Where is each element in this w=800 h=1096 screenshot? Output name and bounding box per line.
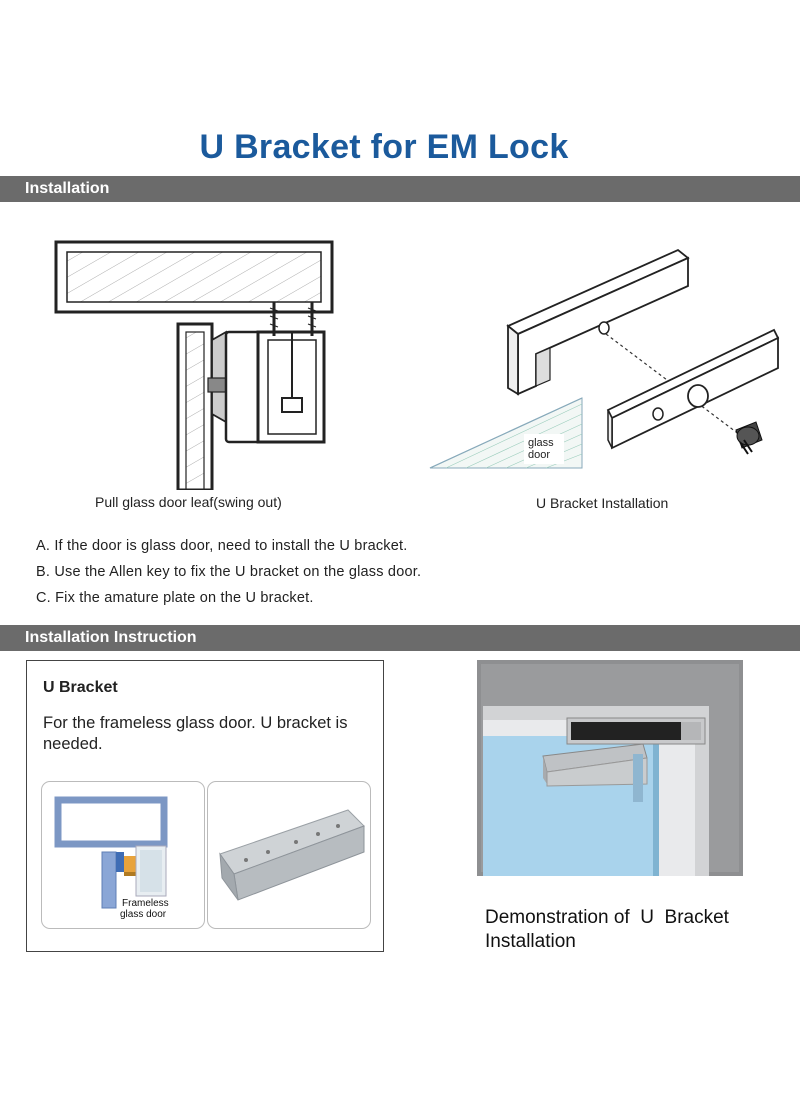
u-bracket-panel (26, 660, 384, 952)
panel-description: For the frameless glass door. U bracket is needed. (43, 714, 348, 753)
section-title: Installation Instruction (25, 629, 197, 646)
glass-label-line2: door (528, 449, 551, 461)
left-figure-caption: Pull glass door leaf(swing out) (95, 494, 282, 510)
step-b: B. Use the Allen key to fix the U bracket on the glass door. (36, 564, 422, 580)
step-c: C. Fix the amature plate on the U bracket. (36, 590, 314, 606)
frameless-door-diagram (42, 782, 205, 929)
door-cross-section-diagram (40, 228, 350, 490)
panel-title: U Bracket (43, 679, 118, 696)
right-figure-caption: U Bracket Installation (536, 495, 669, 511)
demo-caption-line1: Demonstration of U Bracket (485, 907, 729, 928)
frameless-label-line1: Frameless (122, 898, 169, 909)
u-bracket-exploded-diagram (426, 242, 786, 474)
u-bracket-photo (208, 782, 371, 929)
u-bracket-photo-card (207, 781, 371, 929)
section-bar-instruction (0, 625, 800, 651)
demo-caption-line2: Installation (485, 931, 576, 952)
section-bar-installation (0, 176, 800, 202)
section-title: Installation (25, 180, 110, 197)
frameless-label-line2: glass door (120, 909, 167, 920)
glass-label-line1: glass (528, 437, 554, 449)
frameless-door-diagram-card (41, 781, 205, 929)
demo-caption (485, 906, 729, 954)
step-a: A. If the door is glass door, need to install the U bracket. (36, 538, 408, 554)
page-title: U Bracket for EM Lock (199, 128, 569, 166)
installation-demo-photo (477, 660, 743, 876)
